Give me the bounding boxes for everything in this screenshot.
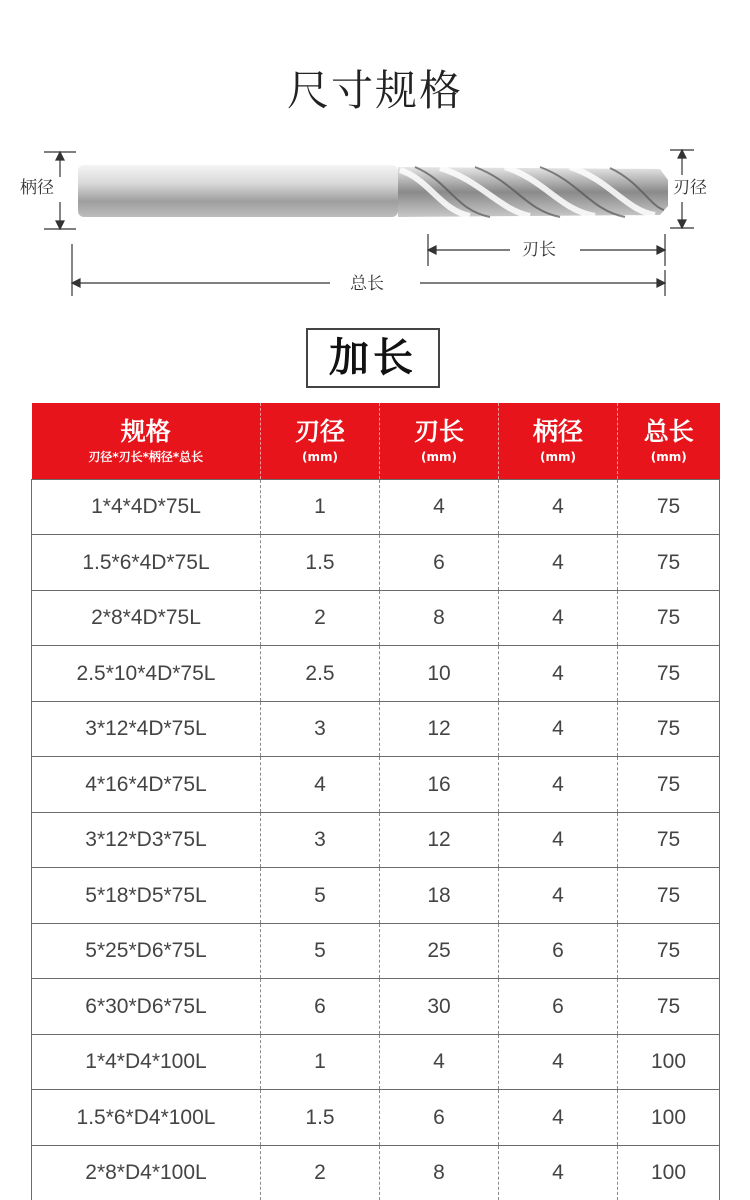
cell-blade-diameter: 2 [261,1146,380,1200]
table-row [32,757,720,813]
cell-shank-diameter: 4 [499,757,618,813]
cell-blade-length: 12 [380,813,499,868]
cell-total-length: 100 [618,1090,720,1146]
cell-blade-diameter: 1 [261,1035,380,1090]
header-sub: (mm) [499,449,617,465]
total-length-label: 总长 [350,274,384,294]
cell-spec: 2*8*4D*75L [32,591,261,646]
cell-total-length: 75 [618,813,720,868]
cell-total-length: 100 [618,1146,720,1200]
cell-blade-length: 4 [380,480,499,535]
cell-blade-length: 6 [380,1090,499,1146]
cell-spec: 1*4*4D*75L [32,480,261,535]
header-title: 柄径 [499,417,617,447]
cell-blade-length: 8 [380,591,499,646]
cell-blade-diameter: 1 [261,480,380,535]
cell-blade-length: 16 [380,757,499,813]
table-row [32,868,720,924]
flute-body [398,167,668,217]
cell-spec: 1.5*6*4D*75L [32,535,261,591]
cell-blade-diameter: 5 [261,868,380,924]
header-title: 刃长 [380,417,498,447]
cell-blade-diameter: 6 [261,979,380,1035]
cell-blade-diameter: 2 [261,591,380,646]
cell-blade-length: 6 [380,535,499,591]
cell-blade-length: 12 [380,702,499,757]
cell-shank-diameter: 4 [499,480,618,535]
cell-spec: 6*30*D6*75L [32,979,261,1035]
cell-total-length: 75 [618,979,720,1035]
shank-diameter-label: 柄径 [20,178,54,198]
header-title: 刃径 [261,417,379,447]
cell-blade-length: 25 [380,924,499,979]
cell-total-length: 75 [618,535,720,591]
cell-shank-diameter: 4 [499,646,618,702]
header-title: 总长 [618,417,720,447]
cell-blade-diameter: 1.5 [261,535,380,591]
blade-length-label: 刃长 [522,240,556,260]
cell-shank-diameter: 4 [499,1035,618,1090]
cell-blade-diameter: 3 [261,813,380,868]
cell-shank-diameter: 4 [499,591,618,646]
header-sub: (mm) [380,449,498,465]
cell-shank-diameter: 4 [499,702,618,757]
cell-shank-diameter: 4 [499,813,618,868]
cell-total-length: 75 [618,591,720,646]
cell-blade-length: 18 [380,868,499,924]
table-row [32,480,720,535]
cell-spec: 1.5*6*D4*100L [32,1090,261,1146]
cell-spec: 2.5*10*4D*75L [32,646,261,702]
cell-blade-length: 4 [380,1035,499,1090]
cell-spec: 3*12*D3*75L [32,813,261,868]
table-row [32,646,720,702]
cell-shank-diameter: 6 [499,979,618,1035]
cell-spec: 5*18*D5*75L [32,868,261,924]
cell-blade-diameter: 3 [261,702,380,757]
table-row [32,813,720,868]
cell-spec: 3*12*4D*75L [32,702,261,757]
header-sub: (mm) [618,449,720,465]
cell-blade-length: 30 [380,979,499,1035]
cell-blade-diameter: 1.5 [261,1090,380,1146]
blade-diameter-label: 刃径 [673,178,707,198]
cell-spec: 1*4*D4*100L [32,1035,261,1090]
cell-shank-diameter: 4 [499,1090,618,1146]
header-shank-diameter [499,403,618,480]
end-mill-dimension-diagram [0,140,750,310]
header-blade-diameter [261,403,380,480]
cell-blade-diameter: 5 [261,924,380,979]
table-row [32,924,720,979]
shank-body [78,165,398,217]
cell-blade-diameter: 4 [261,757,380,813]
cell-shank-diameter: 4 [499,535,618,591]
cell-total-length: 75 [618,480,720,535]
cell-spec: 2*8*D4*100L [32,1146,261,1200]
header-blade-length [380,403,499,480]
cell-shank-diameter: 4 [499,1146,618,1200]
header-spec [32,403,261,480]
table-row [32,591,720,646]
table-row [32,979,720,1035]
cell-blade-diameter: 2.5 [261,646,380,702]
table-row [32,1146,720,1200]
cell-total-length: 75 [618,868,720,924]
header-total-length [618,403,720,480]
spec-table [31,403,720,1200]
cell-total-length: 75 [618,646,720,702]
cell-spec: 5*25*D6*75L [32,924,261,979]
cell-total-length: 75 [618,924,720,979]
cell-blade-length: 8 [380,1146,499,1200]
page-title: 尺寸规格 [0,58,750,118]
table-row [32,1035,720,1090]
cell-spec: 4*16*4D*75L [32,757,261,813]
table-header-row [32,403,720,480]
cell-shank-diameter: 4 [499,868,618,924]
section-badge: 加长 [306,328,440,388]
header-sub: 刃径*刃长*柄径*总长 [32,449,261,465]
header-title: 规格 [32,417,261,447]
cell-blade-length: 10 [380,646,499,702]
cell-total-length: 100 [618,1035,720,1090]
table-row [32,702,720,757]
cell-total-length: 75 [618,757,720,813]
table-row [32,1090,720,1146]
cell-shank-diameter: 6 [499,924,618,979]
table-row [32,535,720,591]
header-sub: (mm) [261,449,379,465]
cell-total-length: 75 [618,702,720,757]
